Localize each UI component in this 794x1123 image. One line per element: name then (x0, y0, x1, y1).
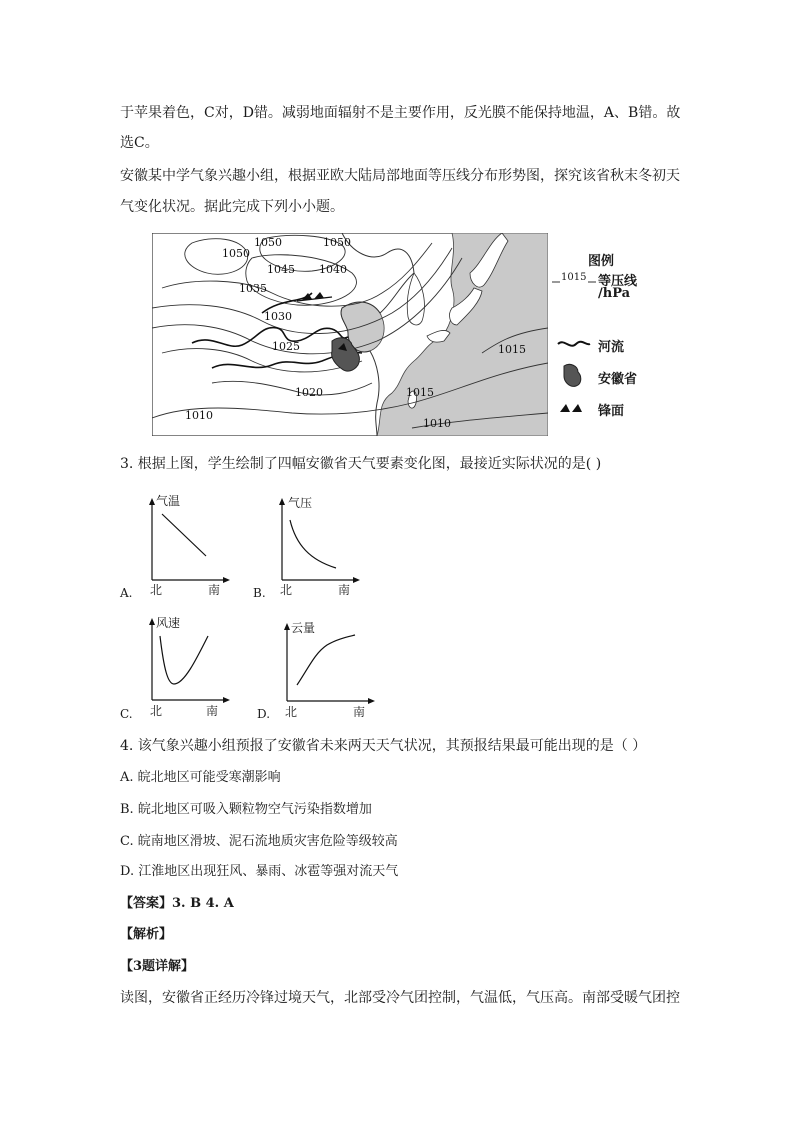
chart-y-label: 风速 (156, 616, 181, 630)
legend-isobar-unit: /hPa (598, 286, 631, 301)
river-legend-icon (556, 338, 592, 350)
legend-river: 河流 (598, 340, 625, 355)
chart-x-left: 北 (285, 705, 298, 719)
chart-x-right: 南 (338, 583, 351, 597)
isobar-label: 1020 (295, 386, 323, 399)
chart-y-label: 云量 (291, 621, 316, 635)
paragraph-line: 选C。 (120, 135, 159, 151)
detail-text: 读图，安徽省正经历冷锋过境天气，北部受冷气团控制，气温低，气压高。南部受暖气团控 (120, 990, 680, 1006)
isobar-label: 1010 (185, 409, 213, 422)
option-b-chart (270, 490, 360, 595)
isobar-label: 1050 (323, 236, 351, 249)
isobar-label: 1045 (267, 263, 295, 276)
isobar-label: 1015 (498, 343, 526, 356)
chart-y-label: 气压 (288, 496, 313, 510)
legend-title: 图例 (588, 254, 615, 269)
isobar-label: 1015 (406, 386, 434, 399)
trend-line (297, 635, 355, 685)
isobar-label: 1010 (423, 417, 451, 430)
option-b-letter: B. (253, 586, 266, 600)
isobar-label: 1025 (272, 340, 300, 353)
paragraph-line: 气变化状况。据此完成下列小小题。 (120, 199, 344, 215)
isobar-map-svg (152, 233, 548, 436)
chart-x-left: 北 (150, 704, 163, 718)
province-legend-icon (560, 362, 584, 388)
trend-line (160, 636, 208, 684)
legend-isobar-label: 等压线 (598, 274, 638, 289)
q3-detail-heading: 【3题详解】 (120, 959, 195, 974)
question-4-option: C. 皖南地区滑坡、泥石流地质灾害危险等级较高 (120, 834, 398, 849)
option-c-chart (140, 610, 230, 720)
option-c-letter: C. (120, 707, 133, 721)
question-4-option: D. 江淮地区出现狂风、暴雨、冰雹等强对流天气 (120, 864, 399, 879)
isobar-label: 1050 (222, 247, 250, 260)
chart-x-right: 南 (206, 704, 219, 718)
answer-line: 【答案】3. B 4. A (120, 896, 234, 911)
legend-province: 安徽省 (598, 372, 638, 387)
chart-x-right: 南 (353, 705, 366, 719)
map-legend (552, 250, 672, 430)
legend-isobar-sample: 1015 (561, 272, 587, 283)
chart-y-label: 气温 (156, 494, 181, 508)
option-d-letter: D. (257, 707, 271, 721)
front-legend-icon (558, 402, 588, 414)
isobar-map (152, 233, 548, 436)
question-4-stem: 4. 该气象兴趣小组预报了安徽省未来两天天气状况，其预报结果最可能出现的是（ ） (120, 738, 647, 754)
legend-front: 锋面 (598, 404, 625, 419)
chart-x-right: 南 (208, 583, 221, 597)
trend-line (290, 520, 336, 568)
isobar-label: 1050 (254, 236, 282, 249)
question-4-option: A. 皖北地区可能受寒潮影响 (120, 770, 281, 785)
option-a-letter: A. (120, 586, 133, 600)
isobar-label: 1030 (264, 310, 292, 323)
analysis-heading: 【解析】 (120, 927, 173, 942)
paragraph-line: 安徽某中学气象兴趣小组，根据亚欧大陆局部地面等压线分布形势图，探究该省秋末冬初天 (120, 168, 680, 184)
isobar-label: 1035 (239, 282, 267, 295)
trend-line (162, 514, 206, 556)
paragraph-line: 于苹果着色，C对，D错。减弱地面辐射不是主要作用，反光膜不能保持地温，A、B错。故 (120, 105, 681, 121)
option-a-chart (140, 490, 230, 595)
chart-x-left: 北 (150, 583, 163, 597)
chart-x-left: 北 (280, 583, 293, 597)
option-d-chart (275, 615, 375, 720)
isobar-label: 1040 (319, 263, 347, 276)
question-4-option: B. 皖北地区可吸入颗粒物空气污染指数增加 (120, 802, 372, 817)
question-3-stem: 3. 根据上图，学生绘制了四幅安徽省天气要素变化图，最接近实际状况的是( ) (120, 456, 602, 472)
